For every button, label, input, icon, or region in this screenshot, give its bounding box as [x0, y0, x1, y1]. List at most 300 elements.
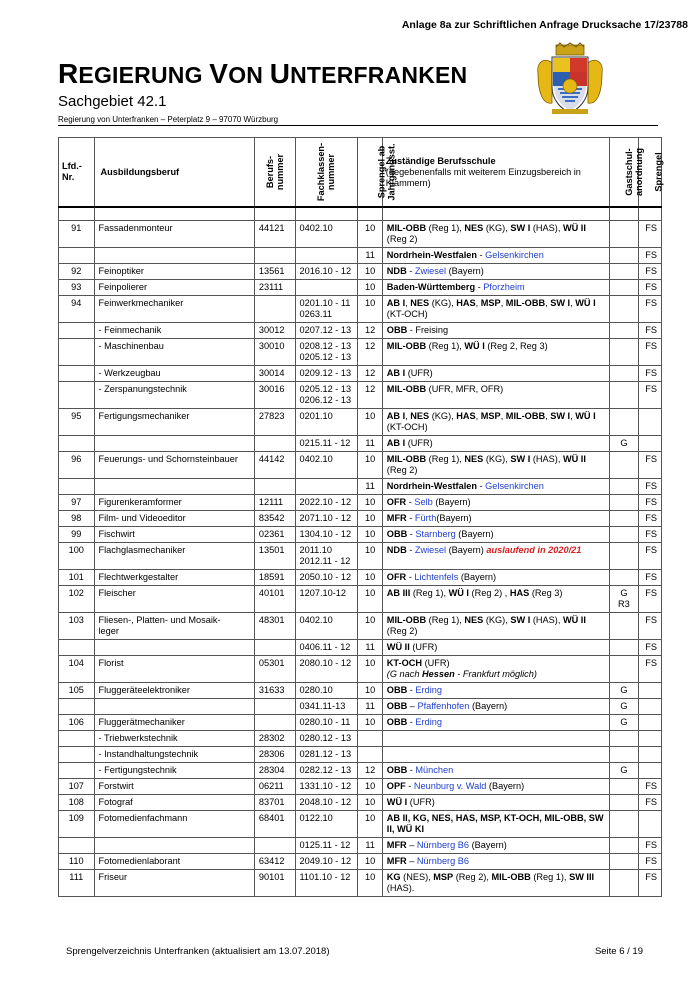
annex-reference: Anlage 8a zur Schriftlichen Anfrage Drucksache 17/23788	[401, 19, 688, 31]
school-text[interactable]: Zwiesel	[414, 545, 447, 555]
cell-sprengel-ab: 10	[358, 870, 382, 897]
school-text: MIL-OBB	[386, 384, 427, 394]
cell-fachklasse: 0402.10	[295, 613, 358, 640]
cell-fachklasse: 2049.10 - 12	[295, 854, 358, 870]
school-text: (Reg 2),	[453, 872, 492, 882]
cell-sprengel: FS	[638, 838, 661, 854]
school-text: (Bayern)	[455, 529, 494, 539]
school-text: (Reg 1),	[426, 454, 465, 464]
school-text: Hessen	[422, 669, 455, 679]
cell-beruf: Fotomedienfachmann	[94, 811, 254, 838]
cell-beruf	[94, 838, 254, 854]
cell-lfd: 103	[59, 613, 95, 640]
cell-schule	[382, 248, 609, 264]
table-row	[59, 452, 662, 479]
cell-schule	[382, 747, 609, 763]
cell-sprengel-ab: 12	[358, 323, 382, 339]
school-text[interactable]: Pfaffenhofen	[417, 701, 470, 711]
school-text: -	[406, 266, 415, 276]
cell-gastschul: G	[610, 715, 638, 731]
school-text: MFR	[386, 840, 407, 850]
school-text: NDB	[386, 545, 407, 555]
cell-fachklasse: 1304.10 - 12	[295, 527, 358, 543]
cell-sprengel: FS	[638, 656, 661, 683]
school-text: -	[406, 572, 415, 582]
cell-gastschul	[610, 527, 638, 543]
school-text: AB I	[386, 368, 406, 378]
school-text: (HAS),	[530, 454, 563, 464]
cell-sprengel	[638, 699, 661, 715]
school-text: OBB	[386, 529, 408, 539]
school-text: WÜ I	[464, 341, 485, 351]
cell-sprengel: FS	[638, 339, 661, 366]
cell-lfd: 109	[59, 811, 95, 838]
school-text: (Reg 1),	[426, 341, 465, 351]
cell-schule	[382, 731, 609, 747]
cell-sprengel	[638, 409, 661, 436]
school-text: (Reg 2)	[386, 626, 418, 636]
cell-fachklasse: 0208.12 - 13 0205.12 - 13	[295, 339, 358, 366]
school-text: HAS	[456, 411, 476, 421]
cell-sprengel-ab: 10	[358, 511, 382, 527]
cell-berufsnummer: 28304	[254, 763, 295, 779]
school-text: (Bayern)	[436, 513, 472, 523]
cell-fachklasse: 0205.12 - 13 0206.12 - 13	[295, 382, 358, 409]
cell-berufsnummer: 83701	[254, 795, 295, 811]
col-header-schule	[382, 138, 609, 208]
cell-lfd: 110	[59, 854, 95, 870]
table-row	[59, 586, 662, 613]
cell-sprengel-ab	[358, 747, 382, 763]
table-row	[59, 366, 662, 382]
cell-schule	[382, 495, 609, 511]
school-text: AB I	[386, 411, 406, 421]
cell-lfd	[59, 366, 95, 382]
table-row	[59, 656, 662, 683]
table-row	[59, 870, 662, 897]
cell-beruf: - Zerspanungstechnik	[94, 382, 254, 409]
table-header-row	[59, 138, 662, 208]
cell-berufsnummer: 44142	[254, 452, 295, 479]
cell-gastschul: G	[610, 763, 638, 779]
cell-gastschul	[610, 731, 638, 747]
cell-berufsnummer: 90101	[254, 870, 295, 897]
school-text: -	[406, 513, 415, 523]
school-text: (Reg 2)	[386, 465, 418, 475]
school-text: (KG),	[483, 615, 511, 625]
cell-fachklasse: 0341.11-13	[295, 699, 358, 715]
school-text: ,	[500, 298, 506, 308]
col-header-sprengel: Sprengel	[638, 138, 661, 208]
cell-gastschul	[610, 613, 638, 640]
cell-beruf	[94, 640, 254, 656]
table-row	[59, 838, 662, 854]
cell-berufsnummer: 12111	[254, 495, 295, 511]
cell-sprengel	[638, 763, 661, 779]
cell-fachklasse: 1331.10 - 12	[295, 779, 358, 795]
cell-sprengel-ab: 10	[358, 280, 382, 296]
cell-schule	[382, 640, 609, 656]
cell-fachklasse: 0201.10 - 11 0263.11	[295, 296, 358, 323]
cell-fachklasse: 0280.12 - 13	[295, 731, 358, 747]
school-text[interactable]: Nürnberg B6	[416, 856, 470, 866]
table-row	[59, 699, 662, 715]
address-line: Regierung von Unterfranken – Peterplatz 9 – 97070 Würzburg	[58, 115, 279, 124]
cell-berufsnummer: 40101	[254, 586, 295, 613]
cell-fachklasse	[295, 248, 358, 264]
school-text: (UFR)	[409, 642, 438, 652]
school-text: (Reg 2, Reg 3)	[484, 341, 548, 351]
cell-fachklasse: 2011.10 2012.11 - 12	[295, 543, 358, 570]
table-row	[59, 409, 662, 436]
school-text: (Bayern)	[469, 840, 507, 850]
cell-beruf: Fassadenmonteur	[94, 221, 254, 248]
cell-berufsnummer: 30010	[254, 339, 295, 366]
cell-berufsnummer: 18591	[254, 570, 295, 586]
cell-lfd	[59, 382, 95, 409]
school-text: WÜ I	[386, 797, 408, 807]
cell-fachklasse: 0215.11 - 12	[295, 436, 358, 452]
cell-berufsnummer	[254, 248, 295, 264]
school-text[interactable]: Nürnberg B6	[416, 840, 470, 850]
cell-sprengel: FS	[638, 280, 661, 296]
school-text[interactable]: Neunburg v. Wald	[413, 781, 487, 791]
cell-fachklasse: 0406.11 - 12	[295, 640, 358, 656]
cell-lfd: 98	[59, 511, 95, 527]
cell-sprengel	[638, 715, 661, 731]
school-text: -	[406, 545, 415, 555]
cell-fachklasse: 0207.12 - 13	[295, 323, 358, 339]
cell-beruf: Flachglasmechaniker	[94, 543, 254, 570]
school-text: (UFR)	[405, 368, 433, 378]
school-text[interactable]: Selb	[414, 497, 433, 507]
cell-lfd: 91	[59, 221, 95, 248]
cell-sprengel-ab: 11	[358, 248, 382, 264]
school-text[interactable]: Starnberg	[415, 529, 456, 539]
cell-sprengel: FS	[638, 323, 661, 339]
cell-sprengel	[638, 436, 661, 452]
school-text[interactable]: Erding	[415, 717, 442, 727]
bavarian-coat-of-arms-icon	[534, 43, 606, 115]
school-text: MFR	[386, 856, 407, 866]
cell-schule	[382, 452, 609, 479]
cell-lfd: 111	[59, 870, 95, 897]
school-text: (Bayern)	[486, 781, 525, 791]
cell-schule	[382, 811, 609, 838]
cell-sprengel-ab: 10	[358, 221, 382, 248]
cell-beruf: - Werkzeugbau	[94, 366, 254, 382]
school-text: -	[406, 497, 415, 507]
cell-beruf: Figurenkeramformer	[94, 495, 254, 511]
cell-lfd: 93	[59, 280, 95, 296]
school-text: MIL-OBB	[386, 341, 427, 351]
cell-berufsnummer	[254, 479, 295, 495]
cell-sprengel-ab: 10	[358, 586, 382, 613]
cell-fachklasse	[295, 479, 358, 495]
header-spacer-row	[59, 207, 662, 221]
cell-gastschul	[610, 248, 638, 264]
school-text: (KG),	[483, 454, 511, 464]
col-header-sprengel-ab: Sprengel ab Jahrgangsst.	[358, 138, 382, 208]
cell-lfd: 100	[59, 543, 95, 570]
school-text: (KG),	[429, 298, 457, 308]
school-text: -	[407, 765, 416, 775]
school-text: OBB	[386, 701, 408, 711]
school-text: AB II, KG, NES, HAS, MSP, KT-OCH, MIL-OBB, SW II, WÜ KI	[386, 813, 604, 834]
cell-beruf	[94, 436, 254, 452]
school-text: (NES),	[400, 872, 434, 882]
school-text: SW I	[510, 454, 531, 464]
cell-sprengel-ab: 10	[358, 495, 382, 511]
cell-sprengel-ab: 10	[358, 715, 382, 731]
cell-sprengel-ab: 10	[358, 779, 382, 795]
cell-sprengel-ab: 10	[358, 264, 382, 280]
cell-sprengel: FS	[638, 479, 661, 495]
cell-berufsnummer: 13561	[254, 264, 295, 280]
school-text: WÜ II	[562, 615, 586, 625]
cell-beruf: Fluggeräteelektroniker	[94, 683, 254, 699]
cell-schule	[382, 221, 609, 248]
school-text[interactable]: Erding	[415, 685, 442, 695]
cell-sprengel-ab: 11	[358, 479, 382, 495]
school-text: SW III	[569, 872, 595, 882]
cell-schule	[382, 838, 609, 854]
cell-fachklasse: 1207.10-12	[295, 586, 358, 613]
cell-berufsnummer: 23111	[254, 280, 295, 296]
table-row	[59, 527, 662, 543]
school-text: (HAS),	[530, 223, 563, 233]
table-row	[59, 763, 662, 779]
cell-beruf: Friseur	[94, 870, 254, 897]
table-row	[59, 779, 662, 795]
page-number: Seite 6 / 19	[594, 946, 643, 957]
school-text: MIL-OBB	[505, 411, 546, 421]
cell-berufsnummer	[254, 699, 295, 715]
school-text: (HAS),	[530, 615, 563, 625]
cell-gastschul: G	[610, 699, 638, 715]
cell-berufsnummer: 83542	[254, 511, 295, 527]
cell-schule	[382, 586, 609, 613]
school-text[interactable]: Zwiesel	[414, 266, 447, 276]
table-row	[59, 543, 662, 570]
school-text: NDB	[386, 266, 407, 276]
school-text: NES	[464, 454, 484, 464]
school-text: ,	[405, 411, 411, 421]
cell-beruf: Fliesen-, Platten- und Mosaik- leger	[94, 613, 254, 640]
col-header-schule-main: Zuständige Berufsschule	[385, 155, 496, 166]
cell-sprengel-ab: 11	[358, 699, 382, 715]
school-text: NES	[464, 223, 484, 233]
cell-schule	[382, 264, 609, 280]
cell-schule	[382, 854, 609, 870]
cell-beruf	[94, 248, 254, 264]
cell-berufsnummer	[254, 296, 295, 323]
school-text: MSP	[433, 872, 454, 882]
cell-beruf: Fotograf	[94, 795, 254, 811]
school-text[interactable]: Lichtenfels	[414, 572, 459, 582]
table-row	[59, 323, 662, 339]
cell-sprengel: FS	[638, 366, 661, 382]
school-text: (Bayern)	[432, 497, 471, 507]
page-title: REGIERUNG VON UNTERFRANKEN	[58, 58, 468, 89]
cell-berufsnummer: 68401	[254, 811, 295, 838]
cell-berufsnummer: 28302	[254, 731, 295, 747]
school-text: (UFR)	[407, 797, 435, 807]
cell-lfd: 101	[59, 570, 95, 586]
school-text: (UFR)	[405, 438, 433, 448]
table-row	[59, 747, 662, 763]
school-text[interactable]: München	[415, 765, 454, 775]
school-text: KG	[386, 872, 401, 882]
cell-berufsnummer: 48301	[254, 613, 295, 640]
school-text: OBB	[386, 685, 408, 695]
cell-gastschul	[610, 543, 638, 570]
cell-fachklasse: 0209.12 - 13	[295, 366, 358, 382]
cell-beruf: Fleischer	[94, 586, 254, 613]
school-text: WÜ II	[562, 223, 586, 233]
school-text: AB I	[386, 298, 406, 308]
cell-sprengel-ab: 12	[358, 339, 382, 366]
school-text: - Frankfurt möglich)	[454, 669, 537, 679]
school-text[interactable]: Pforzheim	[483, 282, 525, 292]
school-text: OFR	[386, 572, 407, 582]
cell-sprengel: FS	[638, 248, 661, 264]
cell-schule	[382, 699, 609, 715]
cell-lfd	[59, 436, 95, 452]
cell-lfd	[59, 747, 95, 763]
school-text: HAS	[509, 588, 530, 598]
cell-fachklasse: 2080.10 - 12	[295, 656, 358, 683]
cell-fachklasse: 2050.10 - 12	[295, 570, 358, 586]
cell-lfd: 96	[59, 452, 95, 479]
cell-gastschul	[610, 795, 638, 811]
school-text[interactable]: Gelsenkirchen	[485, 250, 544, 260]
cell-sprengel	[638, 747, 661, 763]
school-text[interactable]: Gelsenkirchen	[485, 481, 544, 491]
school-text: MIL-OBB	[491, 872, 531, 882]
table-row	[59, 436, 662, 452]
col-header-berufsnummer: Berufs- nummer	[254, 138, 295, 208]
cell-sprengel-ab: 10	[358, 854, 382, 870]
table-row	[59, 811, 662, 838]
cell-sprengel-ab: 11	[358, 436, 382, 452]
school-text: auslaufend in 2020/21	[486, 545, 582, 555]
cell-lfd: 106	[59, 715, 95, 731]
cell-beruf: Fischwirt	[94, 527, 254, 543]
cell-sprengel-ab: 10	[358, 296, 382, 323]
cell-sprengel: FS	[638, 296, 661, 323]
school-text: WÜ I	[575, 411, 596, 421]
school-text: OBB	[386, 765, 408, 775]
cell-lfd	[59, 248, 95, 264]
school-text: ,	[475, 411, 481, 421]
cell-schule	[382, 339, 609, 366]
school-text: - Freising	[407, 325, 449, 335]
school-text: -	[475, 282, 484, 292]
cell-lfd: 94	[59, 296, 95, 323]
school-text: ,	[570, 298, 576, 308]
cell-fachklasse: 2022.10 - 12	[295, 495, 358, 511]
cell-berufsnummer: 28306	[254, 747, 295, 763]
table-row	[59, 570, 662, 586]
cell-sprengel-ab: 10	[358, 613, 382, 640]
cell-sprengel-ab: 10	[358, 543, 382, 570]
cell-beruf: Film- und Videoeditor	[94, 511, 254, 527]
col-header-gastschul: Gastschul- anordnung	[610, 138, 638, 208]
cell-beruf	[94, 699, 254, 715]
cell-schule	[382, 382, 609, 409]
cell-lfd	[59, 763, 95, 779]
cell-lfd	[59, 731, 95, 747]
school-text: (Reg 3)	[529, 588, 563, 598]
cell-gastschul	[610, 870, 638, 897]
cell-fachklasse: 2071.10 - 12	[295, 511, 358, 527]
cell-schule	[382, 613, 609, 640]
school-text: MSP	[480, 411, 501, 421]
table-row	[59, 795, 662, 811]
cell-beruf: - Triebwerkstechnik	[94, 731, 254, 747]
school-text: SW I	[550, 411, 571, 421]
cell-gastschul	[610, 366, 638, 382]
cell-berufsnummer	[254, 436, 295, 452]
cell-schule	[382, 763, 609, 779]
table-row	[59, 511, 662, 527]
cell-sprengel: FS	[638, 640, 661, 656]
cell-beruf: Flechtwerkgestalter	[94, 570, 254, 586]
cell-lfd: 97	[59, 495, 95, 511]
cell-fachklasse: 0281.12 - 13	[295, 747, 358, 763]
cell-sprengel-ab: 10	[358, 656, 382, 683]
school-text: WÜ II	[386, 642, 410, 652]
cell-schule	[382, 409, 609, 436]
cell-sprengel: FS	[638, 382, 661, 409]
cell-berufsnummer	[254, 715, 295, 731]
cell-beruf: - Feinmechanik	[94, 323, 254, 339]
cell-beruf: Fertigungsmechaniker	[94, 409, 254, 436]
cell-fachklasse: 0280.10 - 11	[295, 715, 358, 731]
cell-berufsnummer: 05301	[254, 656, 295, 683]
cell-sprengel-ab: 12	[358, 366, 382, 382]
table-row	[59, 339, 662, 366]
cell-sprengel-ab: 10	[358, 683, 382, 699]
cell-lfd: 95	[59, 409, 95, 436]
col-header-beruf: Ausbildungsberuf	[94, 138, 254, 208]
cell-gastschul	[610, 747, 638, 763]
school-text: MFR	[386, 513, 407, 523]
cell-beruf: Fotomedienlaborant	[94, 854, 254, 870]
cell-gastschul	[610, 339, 638, 366]
school-text[interactable]: Fürth	[414, 513, 437, 523]
cell-sprengel-ab: 12	[358, 382, 382, 409]
cell-sprengel: FS	[638, 613, 661, 640]
cell-sprengel-ab: 10	[358, 570, 382, 586]
cell-berufsnummer: 30012	[254, 323, 295, 339]
cell-gastschul	[610, 323, 638, 339]
school-text: -	[405, 781, 414, 791]
school-text: -	[476, 250, 486, 260]
cell-beruf: - Maschinenbau	[94, 339, 254, 366]
cell-beruf: Forstwirt	[94, 779, 254, 795]
cell-schule	[382, 436, 609, 452]
school-text: MSP	[480, 298, 501, 308]
cell-fachklasse	[295, 280, 358, 296]
cell-sprengel: FS	[638, 221, 661, 248]
school-text: (KT-OCH)	[386, 309, 428, 319]
cell-beruf: Feuerungs- und Schornsteinbauer	[94, 452, 254, 479]
cell-gastschul	[610, 296, 638, 323]
school-text: SW I	[510, 615, 531, 625]
table-row	[59, 854, 662, 870]
